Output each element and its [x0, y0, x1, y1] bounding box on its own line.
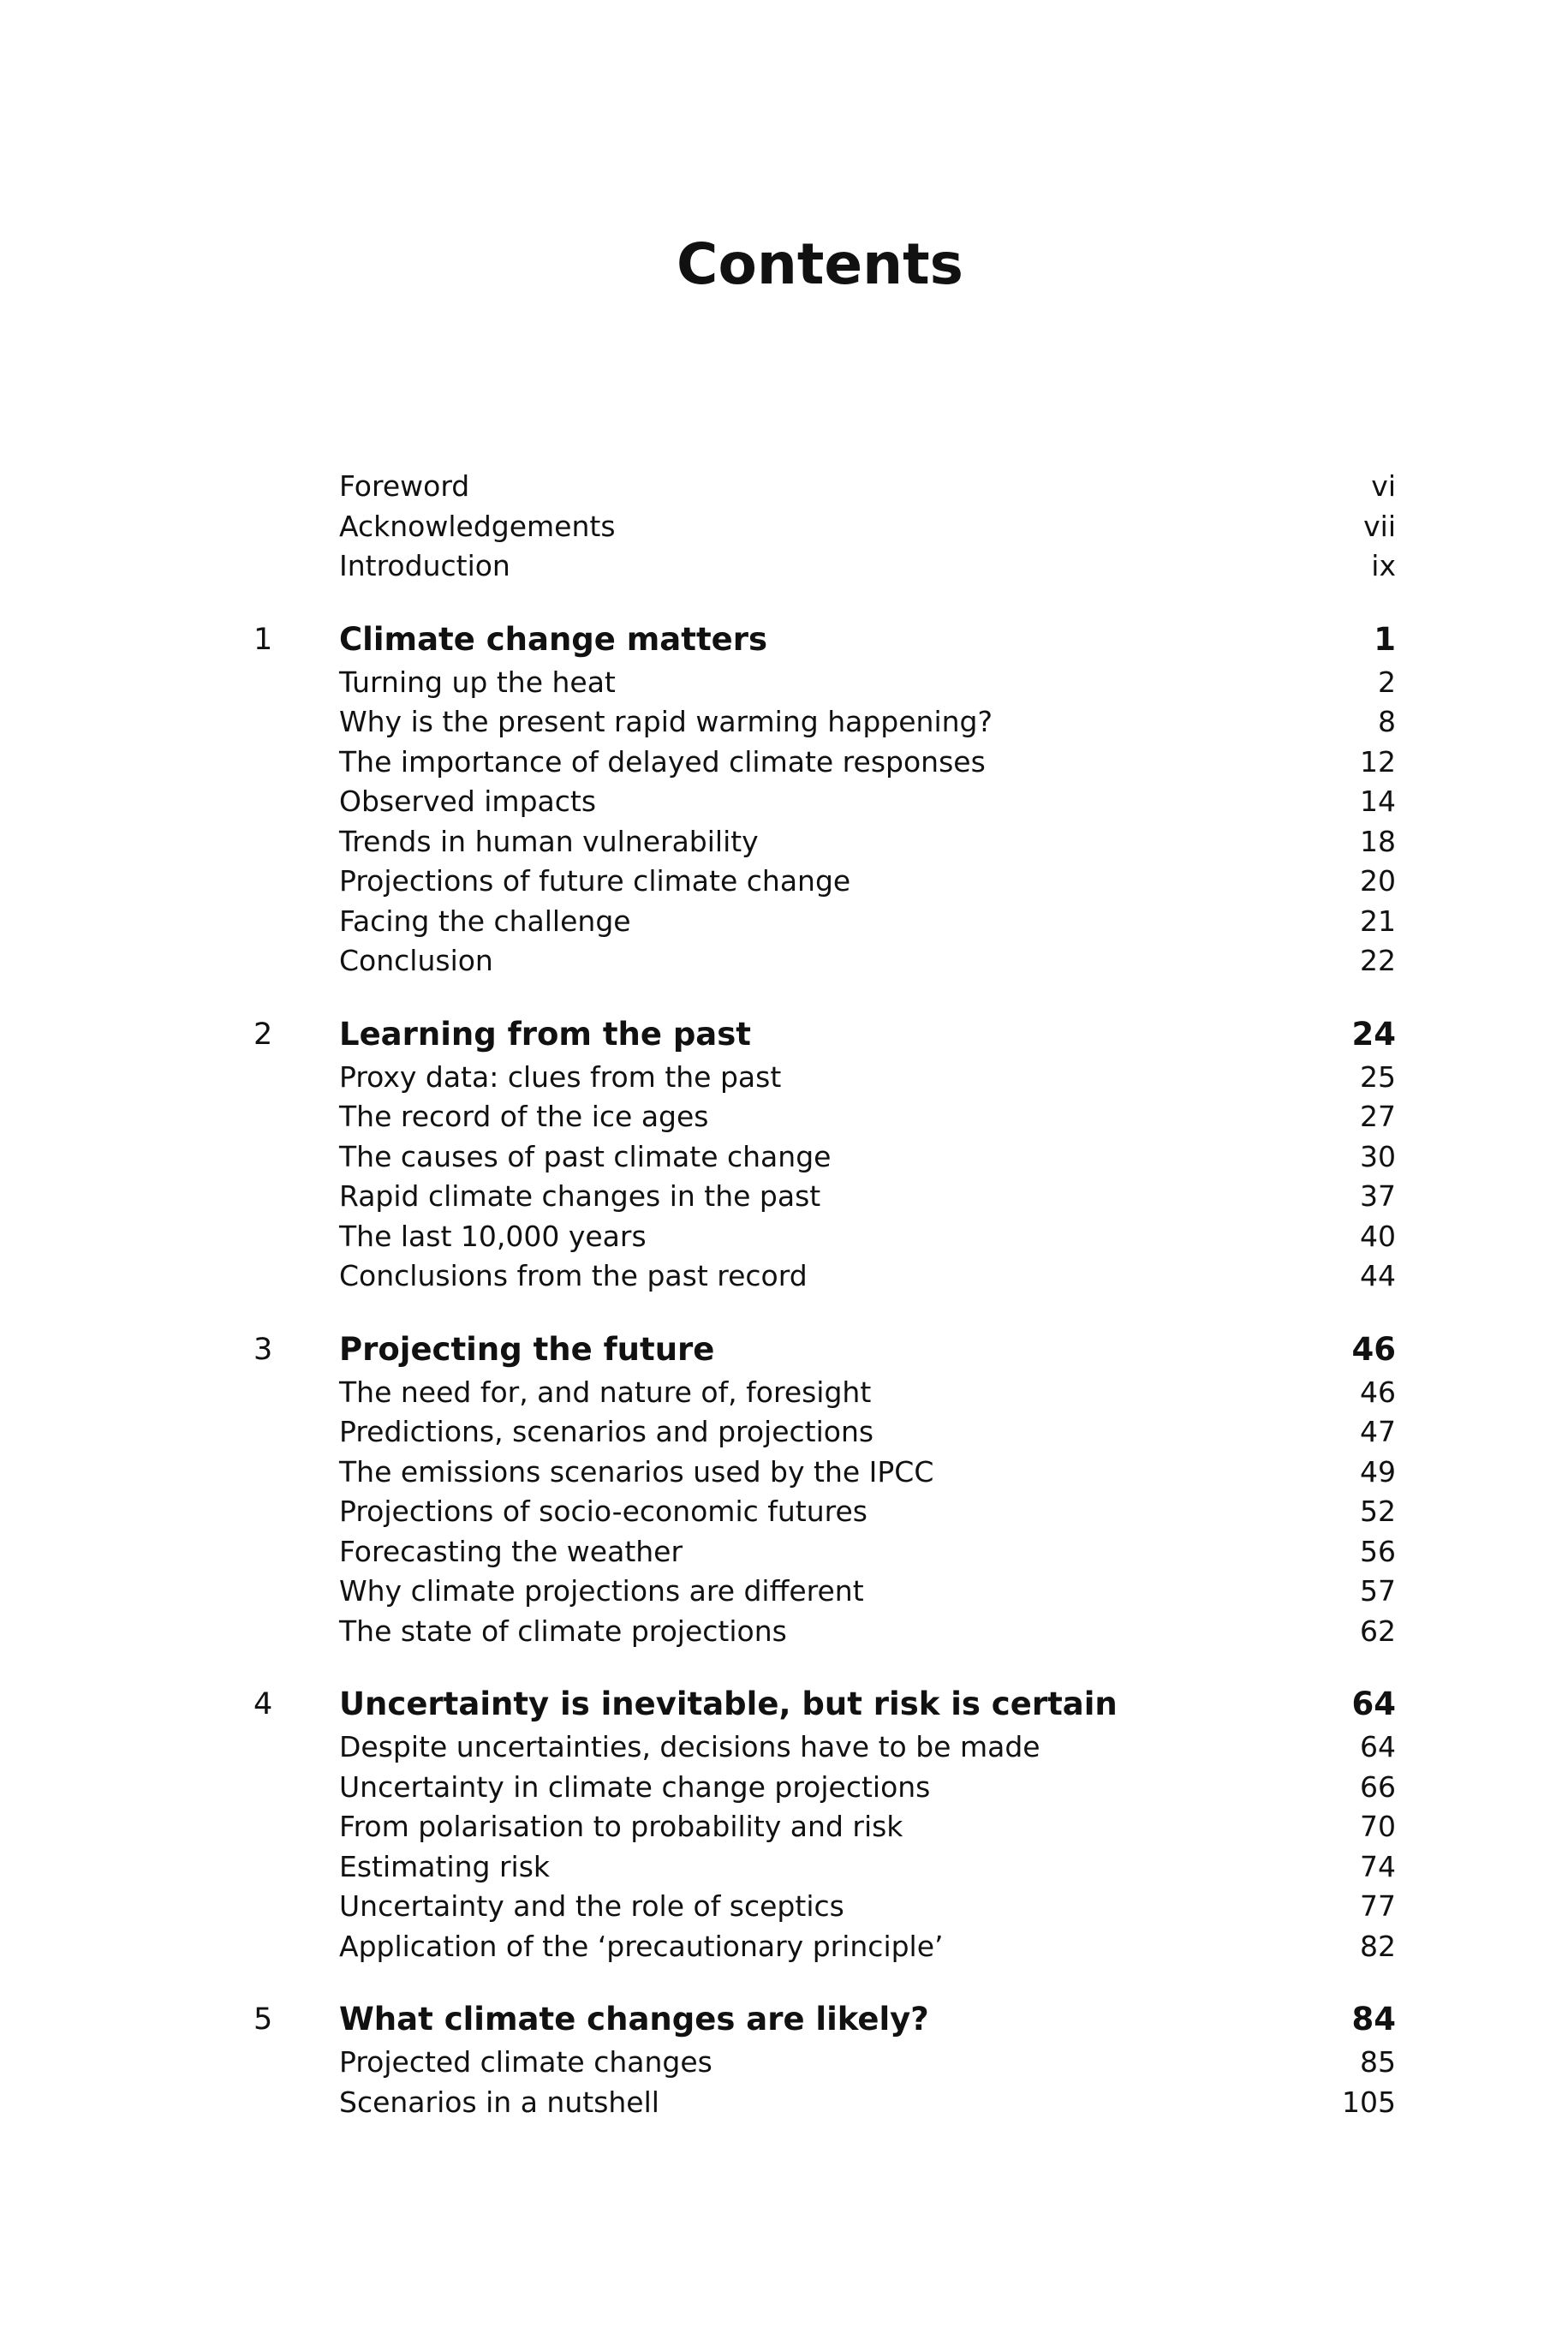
toc-section-label: Rapid climate changes in the past — [339, 1179, 821, 1213]
toc-section-page: 62 — [1360, 1614, 1396, 1648]
toc-section-page: 66 — [1360, 1769, 1396, 1804]
toc-section-page: 2 — [1378, 665, 1396, 699]
toc-section[interactable] — [253, 1807, 1396, 1847]
toc-section-page: 14 — [1360, 785, 1396, 818]
toc-entry-page: ix — [1371, 549, 1396, 582]
chapter-number: 4 — [253, 1687, 273, 1721]
chapter-number: 1 — [253, 622, 273, 657]
toc-entry-label: Introduction — [339, 549, 510, 582]
toc-section-label: Forecasting the weather — [339, 1534, 683, 1568]
toc-entry-page: vi — [1371, 469, 1396, 503]
toc-section-page: 105 — [1342, 2085, 1396, 2119]
chapter-title: Climate change matters — [339, 620, 768, 658]
toc-entry-label: Foreword — [339, 469, 470, 503]
toc-section-label: Projections of future climate change — [339, 864, 851, 898]
toc-section-label: The record of the ice ages — [339, 1100, 709, 1133]
toc-section[interactable] — [253, 782, 1396, 822]
toc-section-page: 40 — [1360, 1219, 1396, 1253]
toc-section-page: 74 — [1360, 1849, 1396, 1883]
toc-section[interactable] — [253, 1412, 1396, 1453]
toc-chapter-3[interactable] — [253, 1327, 1396, 1373]
toc-entry-page: vii — [1363, 509, 1396, 543]
toc-section[interactable] — [253, 1927, 1396, 1967]
toc-section-page: 49 — [1360, 1454, 1396, 1489]
toc-section-label: The importance of delayed climate responses — [339, 744, 986, 779]
toc-section[interactable] — [253, 743, 1396, 783]
toc-section-label: Scenarios in a nutshell — [339, 2085, 659, 2119]
toc-section-label: Estimating risk — [339, 1849, 551, 1883]
toc-section-page: 22 — [1360, 944, 1396, 977]
toc-section-page: 56 — [1360, 1534, 1396, 1568]
toc-entry-foreword[interactable] — [253, 467, 1396, 507]
toc-entry-label: Acknowledgements — [339, 509, 616, 543]
toc-section-label: Application of the ‘precautionary principle’ — [339, 1929, 944, 1963]
chapter-page: 46 — [1351, 1330, 1396, 1368]
toc-section-label: Proxy data: clues from the past — [339, 1059, 782, 1094]
toc-section[interactable] — [253, 2083, 1396, 2123]
toc-section-label: Why climate projections are different — [339, 1574, 864, 1608]
toc-section-page: 46 — [1360, 1375, 1396, 1409]
toc-section-label: Uncertainty and the role of sceptics — [339, 1889, 844, 1923]
toc-section[interactable] — [253, 1532, 1396, 1572]
toc-section-page: 70 — [1360, 1810, 1396, 1843]
toc-section-label: The need for, and nature of, foresight — [339, 1375, 872, 1409]
toc-spacer — [253, 982, 1396, 1011]
toc-chapter-5[interactable] — [253, 1996, 1396, 2043]
toc-section-page: 18 — [1360, 824, 1396, 858]
toc-section-page: 64 — [1360, 1730, 1396, 1763]
toc-section-page: 20 — [1360, 864, 1396, 898]
toc-section[interactable] — [253, 1097, 1396, 1137]
toc-spacer — [253, 1966, 1396, 1996]
toc-section-page: 30 — [1360, 1139, 1396, 1173]
toc-section-label: Despite uncertainties, decisions have to be made — [339, 1730, 1040, 1763]
toc-section[interactable] — [253, 1137, 1396, 1178]
chapter-page: 84 — [1351, 2001, 1396, 2038]
toc-section-page: 44 — [1360, 1259, 1396, 1292]
toc-section[interactable] — [253, 1453, 1396, 1493]
toc-section[interactable] — [253, 1177, 1396, 1217]
toc-spacer — [253, 1651, 1396, 1681]
chapter-title: Learning from the past — [339, 1015, 751, 1053]
toc-section-page: 12 — [1360, 744, 1396, 779]
toc-section-page: 21 — [1360, 904, 1396, 938]
toc-section-label: From polarisation to probability and risk — [339, 1810, 903, 1843]
chapter-title: What climate changes are likely? — [339, 2001, 929, 2038]
toc-section-page: 85 — [1360, 2045, 1396, 2079]
toc-section[interactable] — [253, 663, 1396, 703]
toc-section[interactable] — [253, 1217, 1396, 1257]
toc-spacer — [253, 587, 1396, 617]
toc-section[interactable] — [253, 1058, 1396, 1098]
chapter-page: 24 — [1351, 1015, 1396, 1053]
toc-section-page: 27 — [1360, 1100, 1396, 1133]
chapter-number: 5 — [253, 2002, 273, 2037]
table-of-contents — [253, 467, 1396, 2122]
toc-section[interactable] — [253, 1847, 1396, 1888]
toc-section[interactable] — [253, 1768, 1396, 1808]
toc-section-page: 82 — [1360, 1929, 1396, 1963]
chapter-page: 1 — [1374, 620, 1396, 658]
toc-section-page: 77 — [1360, 1889, 1396, 1923]
chapter-title: Projecting the future — [339, 1330, 715, 1368]
toc-section[interactable] — [253, 1612, 1396, 1652]
toc-entry-acknowledgements[interactable] — [253, 507, 1396, 547]
toc-section[interactable] — [253, 702, 1396, 743]
toc-section-label: Trends in human vulnerability — [339, 824, 759, 858]
toc-section[interactable] — [253, 941, 1396, 982]
toc-section-label: Conclusions from the past record — [339, 1259, 808, 1292]
toc-section[interactable] — [253, 2043, 1396, 2083]
toc-section-page: 52 — [1360, 1495, 1396, 1528]
toc-section-label: Conclusion — [339, 944, 493, 977]
chapter-number: 2 — [253, 1017, 273, 1052]
toc-entry-introduction[interactable] — [253, 546, 1396, 587]
toc-section-label: The causes of past climate change — [339, 1139, 832, 1173]
toc-section-label: Facing the challenge — [339, 904, 631, 938]
toc-section-label: Turning up the heat — [339, 665, 616, 699]
toc-section-label: Observed impacts — [339, 785, 597, 818]
toc-section[interactable] — [253, 822, 1396, 862]
toc-section-label: Why is the present rapid warming happening? — [339, 705, 993, 738]
toc-section[interactable] — [253, 1572, 1396, 1612]
toc-section-page: 8 — [1378, 705, 1396, 738]
toc-section-label: The last 10,000 years — [339, 1219, 647, 1253]
toc-section-page: 25 — [1360, 1059, 1396, 1094]
toc-section-label: The emissions scenarios used by the IPCC — [339, 1454, 934, 1489]
toc-section-label: The state of climate projections — [339, 1614, 787, 1648]
chapter-title: Uncertainty is inevitable, but risk is certain — [339, 1686, 1118, 1722]
toc-section[interactable] — [253, 1887, 1396, 1927]
toc-section[interactable] — [253, 862, 1396, 902]
toc-section[interactable] — [253, 902, 1396, 942]
toc-chapter-2[interactable] — [253, 1011, 1396, 1058]
toc-spacer — [253, 1297, 1396, 1327]
toc-chapter-4[interactable] — [253, 1681, 1396, 1727]
toc-section-page: 47 — [1360, 1415, 1396, 1448]
toc-section-page: 37 — [1360, 1179, 1396, 1213]
toc-section-label: Projected climate changes — [339, 2045, 712, 2079]
toc-section-label: Predictions, scenarios and projections — [339, 1415, 874, 1448]
page-title: Contents — [677, 231, 963, 297]
toc-chapter-1[interactable] — [253, 617, 1396, 663]
toc-section[interactable] — [253, 1492, 1396, 1532]
toc-section-label: Projections of socio-economic futures — [339, 1495, 867, 1528]
toc-section-label: Uncertainty in climate change projections — [339, 1769, 931, 1804]
toc-section[interactable] — [253, 1256, 1396, 1297]
chapter-number: 3 — [253, 1332, 273, 1367]
toc-section[interactable] — [253, 1373, 1396, 1413]
chapter-page: 64 — [1351, 1686, 1396, 1722]
toc-section[interactable] — [253, 1727, 1396, 1768]
toc-section-page: 57 — [1360, 1574, 1396, 1608]
